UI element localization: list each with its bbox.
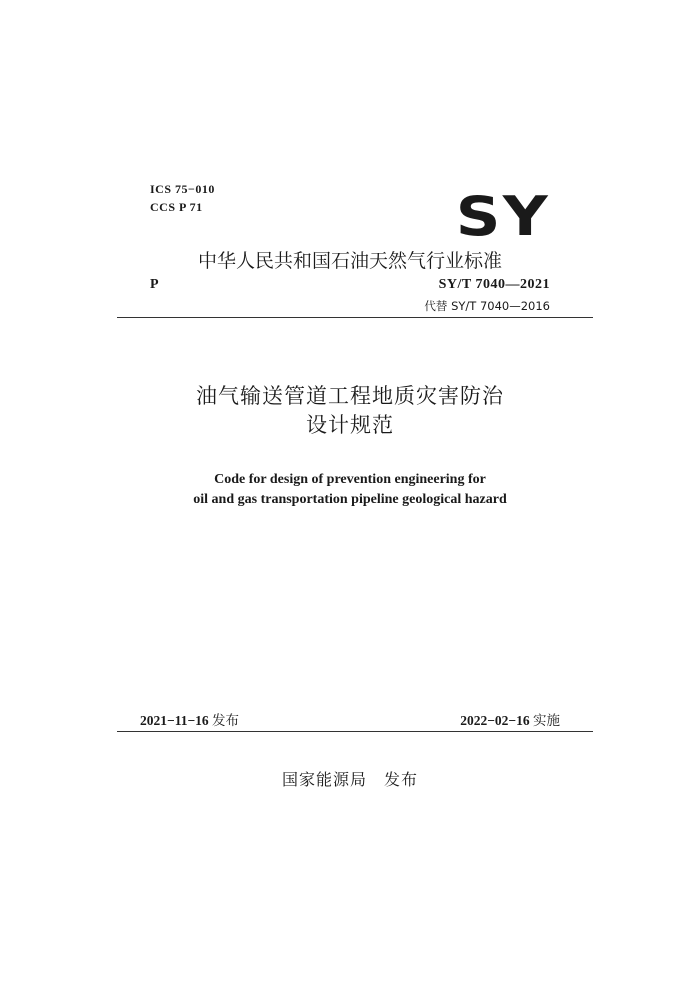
ccs-code: CCS P 71	[150, 200, 203, 214]
english-title-line-1: Code for design of prevention engineering for	[214, 472, 486, 487]
sy-logo: SY	[455, 185, 550, 248]
top-divider	[117, 317, 593, 318]
standard-name: 中华人民共和国石油天然气行业标准	[197, 250, 502, 272]
implementation-label: 实施	[533, 713, 560, 729]
issue-date-value: 2021−11−16	[140, 713, 209, 728]
category-code: P	[150, 277, 159, 292]
chinese-title-line-1: 油气输送管道工程地质灾害防治	[196, 384, 504, 408]
english-title	[0, 470, 700, 510]
ics-code: ICS 75−010	[150, 182, 215, 196]
chinese-title-line-2: 设计规范	[306, 413, 394, 437]
replaces-text: 代替 SY/T 7040—2016	[424, 299, 550, 313]
issue-date	[140, 709, 239, 729]
publisher: 国家能源局 发布	[281, 770, 418, 789]
english-title-line-2: oil and gas transportation pipeline geological hazard	[193, 492, 507, 507]
standard-number: SY/T 7040—2021	[438, 277, 550, 292]
issue-label: 发布	[212, 713, 240, 729]
implementation-date	[460, 709, 560, 729]
replaces-note	[424, 298, 550, 314]
bottom-divider	[117, 731, 593, 732]
implementation-date-value: 2022−02−16	[460, 713, 530, 728]
chinese-title	[0, 382, 700, 440]
